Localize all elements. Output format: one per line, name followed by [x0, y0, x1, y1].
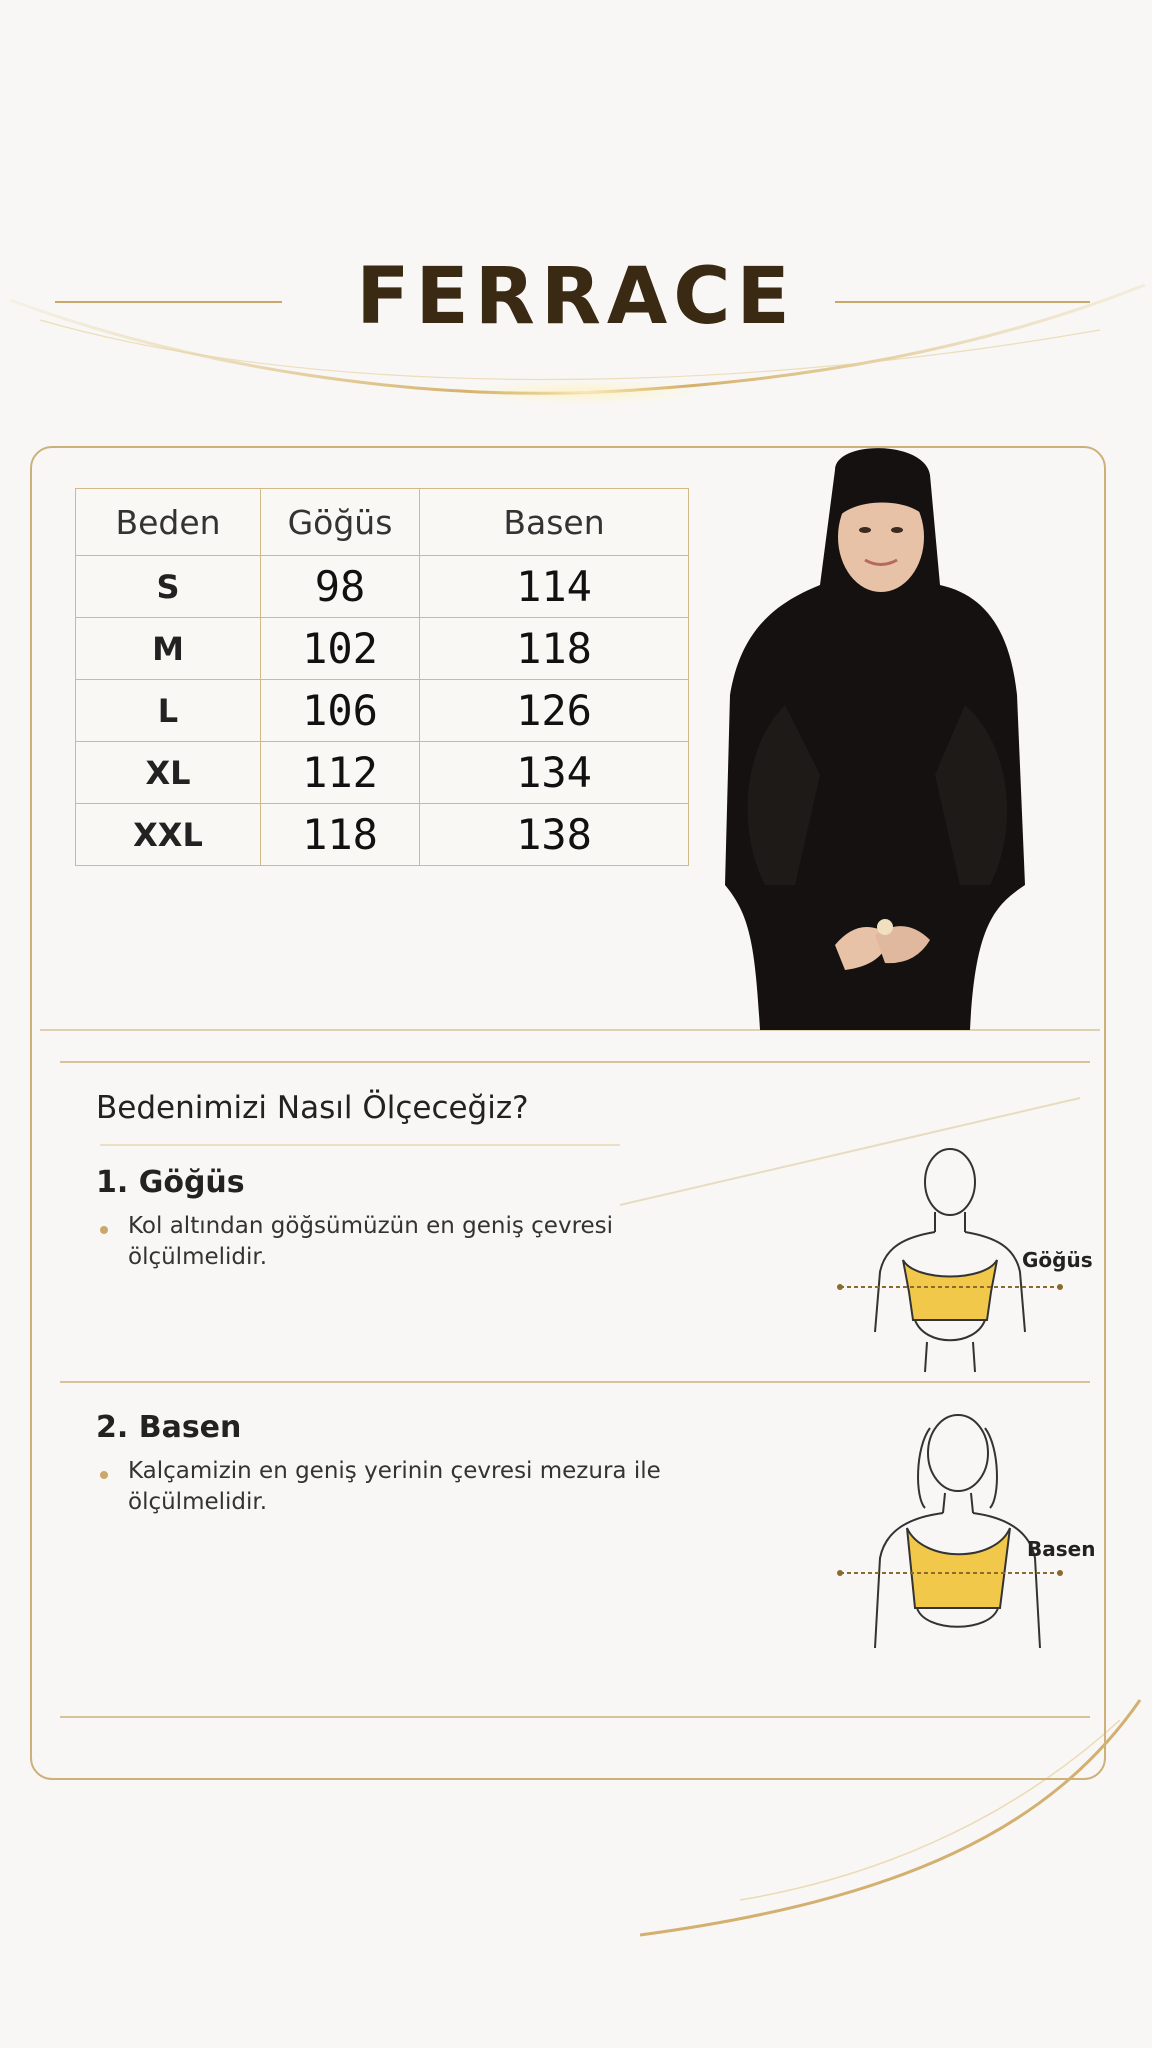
bullet-dot [100, 1471, 108, 1479]
chest-cell: 98 [261, 556, 420, 618]
hip-cell: 118 [420, 618, 689, 680]
size-chart-table [75, 488, 689, 866]
table-row [76, 804, 689, 866]
table-row [76, 618, 689, 680]
hip-cell: 134 [420, 742, 689, 804]
header-gogus: Göğüs [261, 489, 420, 556]
model-photo [725, 445, 1025, 1030]
step-chest-description: Kol altından göğsümüzün en geniş çevresi ölçülmelidir. [128, 1213, 614, 1270]
size-cell: L [76, 680, 261, 742]
measure-guide-heading: Bedenimizi Nasıl Ölçeceğiz? [96, 1090, 529, 1126]
hip-figure-label: Basen [1027, 1537, 1096, 1561]
step-hip-title: 2. Basen [96, 1410, 242, 1445]
bullet-dot [100, 1226, 108, 1234]
hip-cell: 126 [420, 680, 689, 742]
chest-figure-label: Göğüs [1022, 1248, 1093, 1272]
table-row [76, 680, 689, 742]
hip-cell: 138 [420, 804, 689, 866]
step-chest-title: 1. Göğüs [96, 1165, 245, 1200]
size-cell: XXL [76, 804, 261, 866]
chest-cell: 118 [261, 804, 420, 866]
chest-cell: 102 [261, 618, 420, 680]
table-row [76, 742, 689, 804]
size-cell: XL [76, 742, 261, 804]
table-row [76, 556, 689, 618]
size-cell: S [76, 556, 261, 618]
size-cell: M [76, 618, 261, 680]
brand-title: FERRACE [356, 252, 796, 342]
header-beden: Beden [76, 489, 261, 556]
chest-cell: 112 [261, 742, 420, 804]
header-basen: Basen [420, 489, 689, 556]
table-header-row [76, 489, 689, 556]
hip-cell: 114 [420, 556, 689, 618]
step-hip-description: Kalçamizin en geniş yerinin çevresi mezura ile ölçülmelidir. [128, 1458, 661, 1515]
chest-cell: 106 [261, 680, 420, 742]
